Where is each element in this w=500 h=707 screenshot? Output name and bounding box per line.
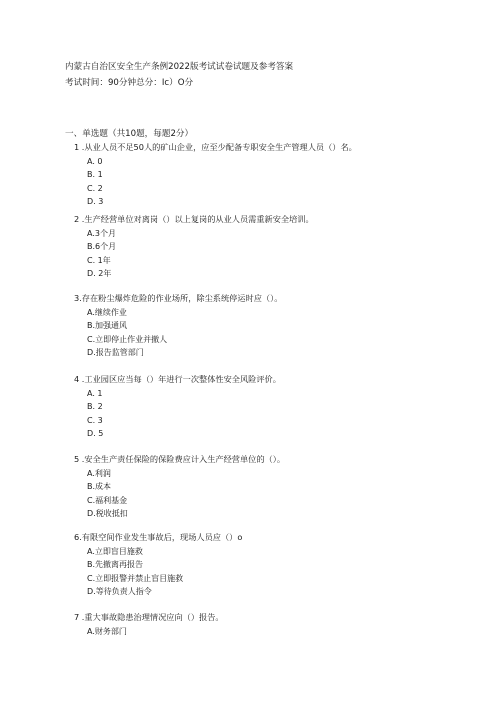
question-stem: 6.有限空间作业发生事故后，现场人员应（）o	[74, 532, 243, 542]
answer-option: A.继续作业	[87, 308, 127, 317]
answer-option: C. 1年	[87, 255, 111, 265]
answer-option: B.加强通风	[87, 321, 128, 331]
section-heading: 一、单选题（共10题，每题2分）	[65, 129, 194, 139]
question-stem: 5 .安全生产责任保险的保险费应计入生产经营单位的（）。	[74, 454, 286, 464]
answer-option: D. 2年	[87, 268, 112, 278]
answer-option: A. 0	[87, 157, 103, 166]
answer-option: A.3个月	[87, 229, 116, 238]
exam-info: 考试时间：90分钟总分：Ic）O分	[65, 78, 194, 88]
answer-option: A.利润	[87, 469, 111, 478]
answer-option: C.福利基金	[87, 495, 128, 505]
answer-option: B.先撤离再报告	[87, 560, 144, 570]
answer-option: B.6个月	[87, 242, 117, 252]
answer-option: C. 3	[87, 415, 103, 425]
answer-option: D.税收抵扣	[87, 508, 128, 518]
answer-option: C. 2	[87, 183, 103, 193]
answer-option: B.成本	[87, 482, 112, 492]
question-stem: 4 .工业园区应当每（）年进行一次整体性安全风险评价。	[74, 374, 281, 384]
answer-option: D.报告监管部门	[87, 347, 144, 357]
answer-option: B. 2	[87, 402, 103, 412]
question-stem: 2 .生产经营单位对离岗（）以上复岗的从业人员需重新安全培训。	[74, 214, 314, 224]
document-title: 内蒙古自治区安全生产条例2022版考试试卷试题及参考答案	[65, 62, 294, 72]
question-stem: 3.存在粉尘爆炸危险的作业场所，除尘系统停运时应（）。	[74, 293, 283, 303]
answer-option: B. 1	[87, 170, 103, 180]
answer-option: D. 3	[87, 196, 104, 206]
question-stem: 1 .从业人员不足50人的矿山企业，应至少配备专职安全生产管理人员（）名。	[74, 142, 357, 152]
answer-option: A.立即盲目施救	[87, 547, 143, 556]
answer-option: D. 5	[87, 428, 104, 438]
answer-option: D.等待负责人指令	[87, 586, 152, 596]
answer-option: C.立即停止作业并撤人	[87, 334, 168, 344]
question-stem: 7 .重大事故隐患治理情况应向（）报告。	[74, 612, 224, 622]
answer-option: A.财务部门	[87, 627, 127, 636]
answer-option: C.立即报警并禁止盲目施救	[87, 573, 184, 583]
answer-option: A. 1	[87, 389, 103, 398]
